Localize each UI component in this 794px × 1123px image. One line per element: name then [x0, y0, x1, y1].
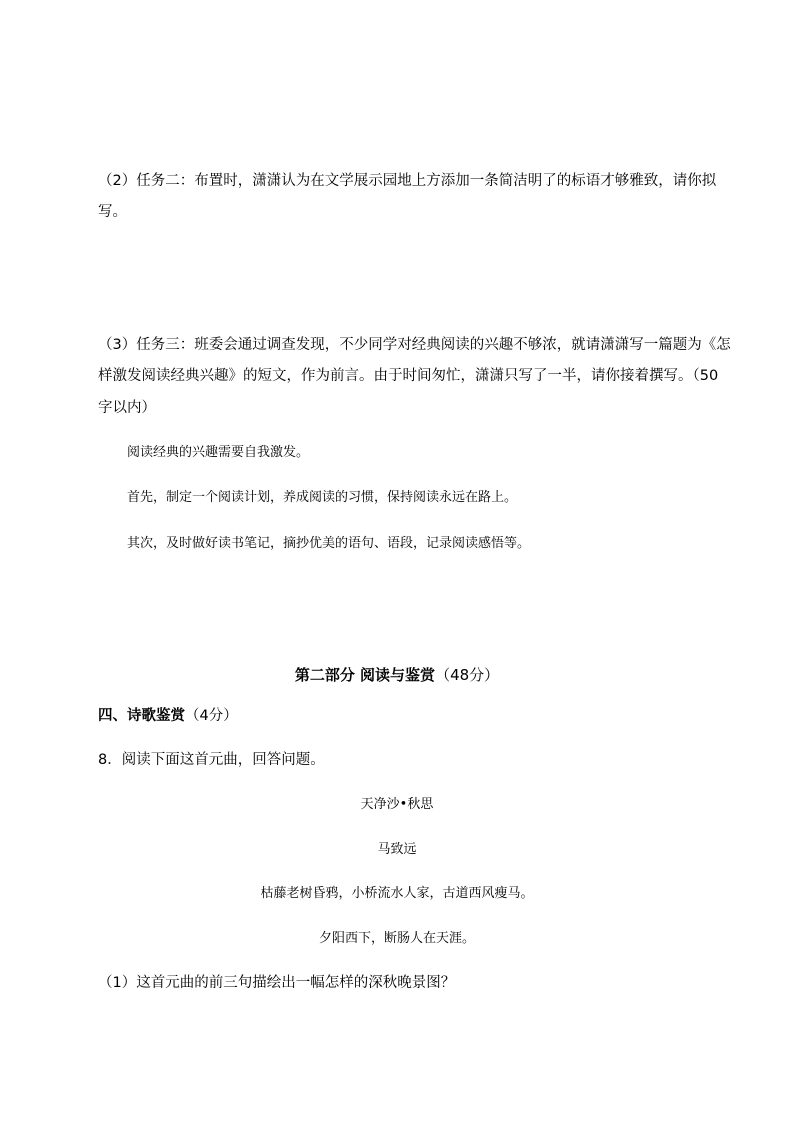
poem-line-2: 夕阳西下，断肠人在天涯。	[318, 931, 475, 946]
essay-paragraph-2: 首先，制定一个阅读计划，养成阅读的习惯，保持阅读永远在路上。	[127, 490, 518, 505]
task2-line2: 写。	[98, 204, 127, 220]
question-8-1: （1）这首元曲的前三句描绘出一幅怎样的深秋晚景图？	[98, 975, 456, 991]
part2-heading	[0, 665, 794, 685]
poem-line-1: 枯藤老树昏鸦，小桥流水人家，古道西风瘦马。	[260, 886, 534, 901]
task3-line1: （3）任务三：班委会通过调查发现，不少同学对经典阅读的兴趣不够浓，就请潇潇写一篇题为《怎	[98, 337, 731, 353]
poem-author: 马致远	[377, 842, 417, 857]
task3-line3: 字以内）	[98, 400, 156, 416]
part2-score: （48分）	[435, 666, 500, 684]
task2-line1: （2）任务二：布置时，潇潇认为在文学展示园地上方添加一条简洁明了的标语才够雅致，请你拟	[98, 173, 717, 189]
question-8-prompt: 8．阅读下面这首元曲，回答问题。	[98, 752, 325, 768]
part2-title: 第二部分 阅读与鉴赏	[294, 666, 436, 684]
task3-line2: 样激发阅读经典兴趣》的短文，作为前言。由于时间匆忙，潇潇只写了一半，请你接着撰写。（50	[98, 368, 719, 384]
section4-score: （4分）	[185, 708, 238, 724]
essay-paragraph-3: 其次，及时做好读书笔记，摘抄优美的语句、语段，记录阅读感悟等。	[127, 536, 531, 551]
essay-paragraph-1: 阅读经典的兴趣需要自我激发。	[127, 445, 310, 460]
section4-heading	[98, 706, 238, 726]
section4-title: 四、诗歌鉴赏	[98, 708, 185, 724]
poem-title: 天净沙•秋思	[360, 797, 434, 812]
